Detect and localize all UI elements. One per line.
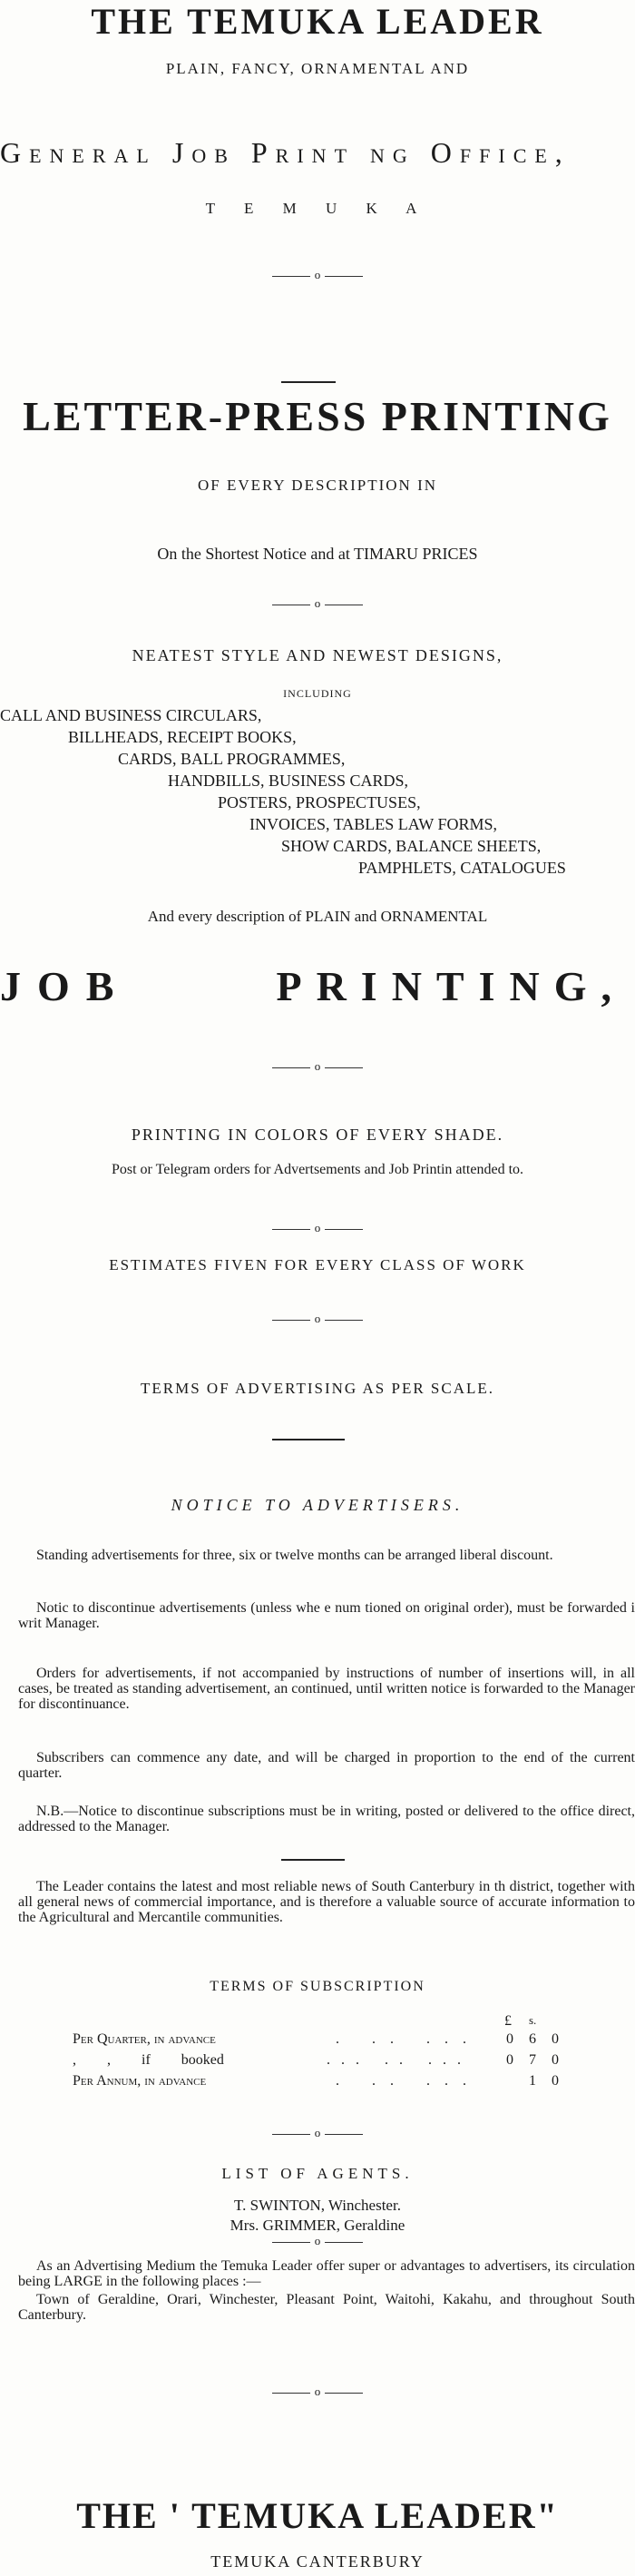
orders-line: Post or Telegram orders for Advertsements and Job Printin attended to.	[111, 1162, 524, 1177]
style-item: HANDBILLS, BUSINESS CARDS,	[168, 772, 409, 790]
subscription-row	[73, 2031, 581, 2050]
style-item: SHOW CARDS, BALANCE SHEETS,	[281, 837, 542, 855]
style-item: BILLHEADS, RECEIPT BOOKS,	[68, 728, 297, 746]
job-word: JOB	[0, 963, 131, 1009]
office-line: General Job Print ng Office,	[0, 136, 571, 169]
letterpress-heading: LETTER-PRESS PRINTING	[23, 393, 612, 439]
ornament-divider: o	[272, 2129, 363, 2141]
style-item: CARDS, BALL PROGRAMMES,	[118, 750, 346, 768]
row-dots: . .. ...	[336, 2031, 481, 2047]
row-shillings: 1	[529, 2073, 536, 2089]
footer-title: THE ' TEMUKA LEADER"	[76, 2495, 559, 2536]
notice-heading: NOTICE TO ADVERTISERS.	[171, 1496, 464, 1514]
row-shillings: 6	[529, 2031, 536, 2047]
agents-heading: LIST OF AGENTS.	[221, 2165, 414, 2182]
ornament-divider: o	[272, 2387, 363, 2400]
styles-heading: NEATEST STYLE AND NEWEST DESIGNS,	[132, 646, 503, 664]
row-pounds: 0	[506, 2031, 513, 2047]
row-shillings: 7	[529, 2052, 536, 2068]
letterpress-notice: On the Shortest Notice and at TIMARU PRICES	[157, 545, 478, 563]
style-item: INVOICES, TABLES LAW FORMS,	[249, 815, 497, 833]
agent-entry: T. SWINTON, Winchester.	[234, 2197, 401, 2214]
printing-word: PRINTING,	[276, 963, 626, 1009]
currency-shillings: s.	[529, 2013, 537, 2027]
ornament-divider: o	[272, 1224, 363, 1236]
row-pounds: 0	[506, 2052, 513, 2068]
notice-paragraph: Standing advertisements for three, six or twelve months can be arranged liberal discount.	[36, 1548, 553, 1563]
ornament-divider: o	[272, 1062, 363, 1075]
ornament-divider: o	[272, 599, 363, 612]
notice-paragraph: Orders for advertisements, if not accompanied by instructions of number of insertions will, in all cases, be treated as standing advertisement, an continued, until written notice is forwarded to the Manager for discontinuance.	[18, 1666, 635, 1712]
subscription-row	[73, 2073, 581, 2091]
colors-line: PRINTING IN COLORS OF EVERY SHADE.	[131, 1126, 504, 1144]
style-item: PAMPHLETS, CATALOGUES	[358, 859, 566, 877]
medium-paragraph: Town of Geraldine, Orari, Winchester, Pleasant Point, Waitohi, Kakahu, and throughout South Canterbury.	[18, 2292, 635, 2323]
styles-including: INCLUDING	[283, 687, 352, 700]
style-item: POSTERS, PROSPECTUSES,	[218, 793, 421, 811]
notice-paragraph: Notic to discontinue advertisements (unless whe e num tioned on original order), must be forwarded i writ Manager.	[18, 1600, 635, 1631]
currency-pounds: £	[504, 2013, 512, 2029]
notice-paragraph: Subscribers can commence any date, and will be charged in proportion to the end of the current quarter.	[18, 1750, 635, 1781]
row-dots: . .. ...	[336, 2073, 481, 2089]
ornament-divider: o	[272, 1314, 363, 1327]
terms-advertising: TERMS OF ADVERTISING AS PER SCALE.	[140, 1380, 495, 1397]
masthead-subtitle: PLAIN, FANCY, ORNAMENTAL AND	[165, 60, 470, 77]
masthead-title: THE TEMUKA LEADER	[91, 1, 544, 42]
row-pence: 0	[552, 2073, 559, 2089]
agent-entry: Mrs. GRIMMER, Geraldine	[230, 2217, 405, 2234]
row-pence: 0	[552, 2052, 559, 2068]
row-label: Per Quarter, in advance	[73, 2031, 216, 2047]
letterpress-desc: OF EVERY DESCRIPTION IN	[197, 477, 438, 494]
section-rule	[281, 1859, 345, 1861]
medium-paragraph: As an Advertising Medium the Temuka Leader offer super or advantages to advertisers, its circulation being LARGE in the following places :—	[18, 2258, 635, 2289]
subscription-heading: TERMS OF SUBSCRIPTION	[210, 1979, 425, 1994]
footer-place: TEMUKA CANTERBURY	[210, 2552, 425, 2571]
ornament-divider: o	[272, 2237, 363, 2249]
section-rule	[272, 1439, 345, 1440]
row-label: Per Annum, in advance	[73, 2073, 207, 2089]
notice-paragraph: The Leader contains the latest and most reliable news of South Canterbury in th district, together with all general news of commercial importance, and is therefore a valuable source of accurate information to the Agricultural and Mercantile communities.	[18, 1879, 635, 1925]
row-pence: 0	[552, 2031, 559, 2047]
row-label: , , if booked	[73, 2052, 224, 2068]
notice-paragraph: N.B.—Notice to discontinue subscriptions must be in writing, posted or delivered to the office direct, addressed to the Manager.	[18, 1804, 635, 1834]
estimates-line: ESTIMATES FIVEN FOR EVERY CLASS OF WORK	[109, 1256, 526, 1273]
style-item: CALL AND BUSINESS CIRCULARS,	[0, 706, 262, 724]
section-rule	[281, 381, 336, 383]
town-name: T E M U K A	[205, 200, 430, 217]
job-printing-heading	[0, 962, 626, 1010]
subscription-row	[73, 2052, 581, 2070]
styles-closing: And every description of PLAIN and ORNAMENTAL	[147, 908, 488, 925]
ornament-divider: o	[272, 270, 363, 283]
row-dots: ... .. ...	[327, 2052, 472, 2068]
